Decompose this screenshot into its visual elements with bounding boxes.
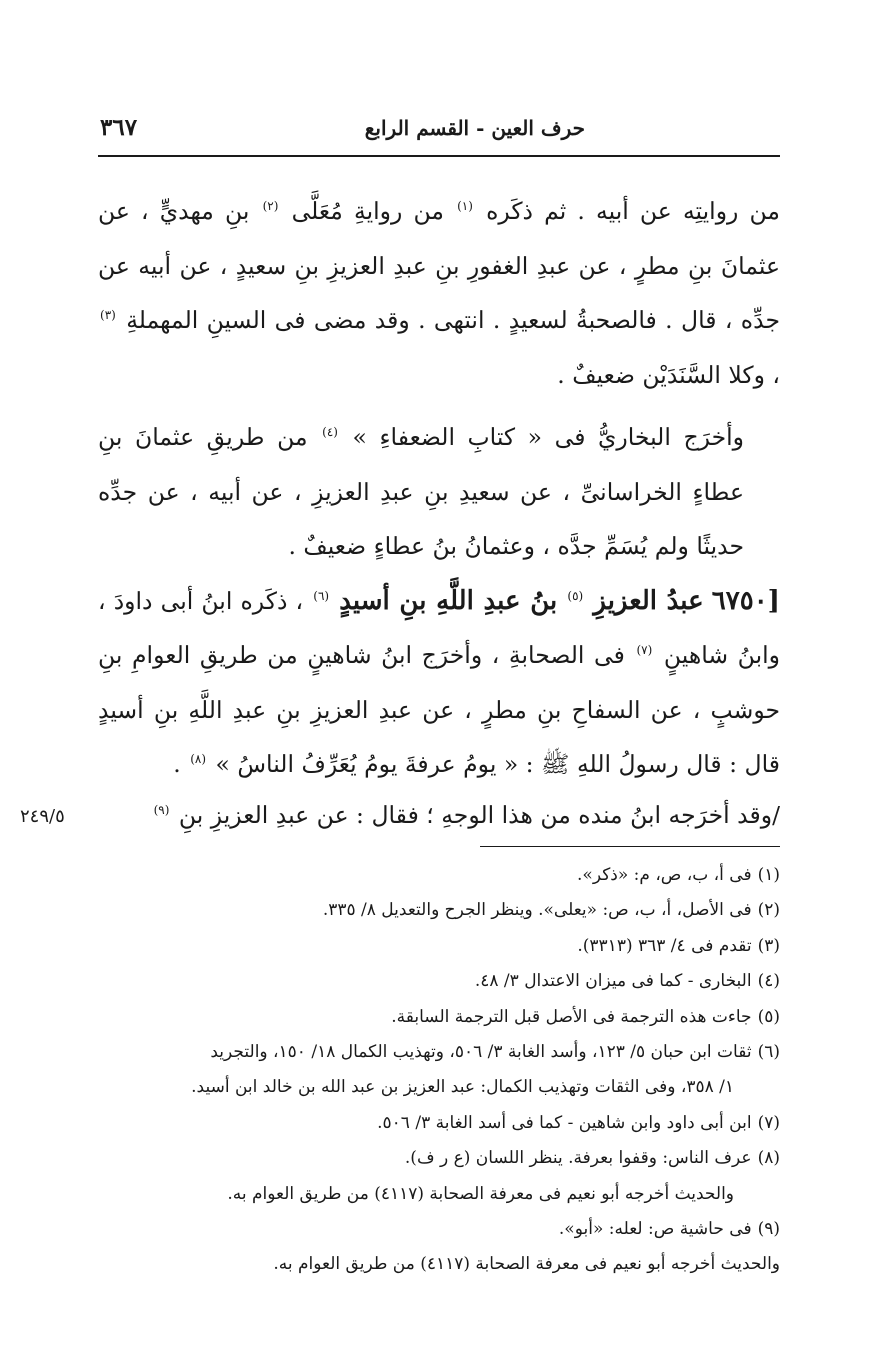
footnote-ref: (٨) xyxy=(190,752,207,767)
footnote xyxy=(98,964,780,999)
text-run: ، وكلا السَّنَدَيْن xyxy=(642,360,780,389)
footnote-number: (٤) xyxy=(757,971,780,992)
footnote-ref: (٢) xyxy=(262,199,279,214)
footnote-ref: (٧) xyxy=(636,643,653,658)
footnote-ref: (٥) xyxy=(567,588,584,603)
footnote-number: (١) xyxy=(757,865,780,885)
footnote xyxy=(98,893,780,928)
header-rule xyxy=(98,155,780,157)
footnote-number: (٧) xyxy=(757,1112,780,1133)
text-run: عن السفاحِ بنِ مطرٍ ، عن عبدِ العزيزِ بنِ عبدِ اللَّهِ بنِ أسيدٍ قال : قال رسولُ اللهِ xyxy=(98,695,780,778)
text-run: ضعيفٌ . xyxy=(557,360,635,389)
footnote-continuation xyxy=(98,1177,780,1212)
footnote-text: البخارى - كما فى ميزان الاعتدال ٣/ ٤٨. xyxy=(474,971,752,992)
entry-6750 xyxy=(98,574,780,792)
footnote-text: فى الأصل، أ، ب، ص: «يعلى». وينظر الجرح والتعديل ٨/ ٣٣٥. xyxy=(322,900,752,921)
text-run: ، ذكَره ابنُ أبى داودَ ، xyxy=(98,586,304,615)
text-run: من روايةِ مُعَلَّى xyxy=(291,197,444,225)
footnote-text: ١/ ٣٥٨، وفى الثقات وتهذيب الكمال: عبد العزيز بن عبد الله بن خالد ابن أسيد. xyxy=(191,1077,734,1098)
text-run: . xyxy=(173,750,181,778)
text-run: فى الصحابةِ ، وأخرَج ابنُ شاهينٍ من طريقِ العوامِ بنِ حوشبٍ ، xyxy=(98,641,780,724)
text-run: ﷺ : « يومُ عرفةَ يومُ يُعَرِّفُ الناسُ » xyxy=(215,750,570,778)
footnote-ref: (٣) xyxy=(100,308,116,323)
footnote-number: (٢) xyxy=(757,900,780,921)
entry-name: عبدُ العزيزِ xyxy=(593,585,704,616)
entry-number: [٦٧٥٠ xyxy=(711,585,780,616)
paragraph-1 xyxy=(98,184,780,402)
footnote-text: والحديث أخرجه أبو نعيم فى معرفة الصحابة (٤١١٧) من طريق العوام به. xyxy=(273,1254,780,1275)
last-line-text xyxy=(152,790,780,840)
footnote-ref: (٦) xyxy=(313,588,330,603)
page-header xyxy=(98,112,780,156)
margin-reference: ٢٤٩/٥ xyxy=(20,806,65,827)
footnote xyxy=(98,1141,780,1176)
text-run: مطرٍ ، عن عبدِ الغفورِ بنِ عبدِ العزيزِ بنِ سعيدٍ ، عن أبيه عن جدِّه ، قال . xyxy=(98,251,780,334)
footnote xyxy=(98,1000,780,1035)
footnote xyxy=(98,1212,780,1247)
footnote-number: (٥) xyxy=(757,1006,780,1027)
footnote-text: تقدم فى ٤/ ٣٦٣ (٣٣١٣). xyxy=(577,935,752,956)
footnote xyxy=(98,1035,780,1070)
footnote-continuation xyxy=(98,1247,780,1282)
text-run: وأخرَج البخاريُّ فى « كتابِ الضعفاءِ » xyxy=(352,423,744,451)
footnote-continuation xyxy=(98,1070,780,1105)
page-number: ٣٦٧ xyxy=(100,114,138,141)
text-run: جدَّه ، وعثمانُ بنُ عطاءٍ ضعيفٌ . xyxy=(288,532,597,560)
text-run: /وقد أخرَجه ابنُ منده من هذا الوجهِ ؛ فقال : عن عبدِ العزيزِ بنِ xyxy=(178,801,780,829)
footnote-text: فى أ، ب، ص، م: «ذكر». xyxy=(577,865,752,885)
footnote-text: ابن أبى داود وابن شاهين - كما فى أسد الغابة ٣/ ٥٠٦. xyxy=(377,1112,752,1133)
footnote-text: عرف الناس: وقفوا بعرفة. ينظر اللسان (ع ر ف). xyxy=(404,1148,752,1169)
text-run: فالصحبةُ لسعيدٍ . انتهى . وقد مضى فى السينِ المهملةِ xyxy=(126,306,657,334)
footnote xyxy=(98,858,780,893)
footnote-number: (٦) xyxy=(757,1042,780,1063)
paragraph-2 xyxy=(98,410,780,574)
footnotes xyxy=(98,858,780,1283)
footnote xyxy=(98,1106,780,1141)
text-run: وابنُ شاهينٍ xyxy=(663,641,780,669)
text-run: الخراسانىِّ ، عن سعيدِ بنِ عبدِ العزيزِ ، عن أبيه ، عن جدِّه حديثًا ولم يُسَمِّ xyxy=(98,477,744,560)
footnote-ref: (٩) xyxy=(153,803,170,818)
footnote-ref: (٤) xyxy=(322,425,338,440)
text-run: من طريقِ عثمانَ بنِ عطاءٍ xyxy=(98,423,744,506)
footnote xyxy=(98,929,780,964)
footnote-number: (٨) xyxy=(757,1148,780,1169)
footnote-text: ثقات ابن حبان ٥/ ١٢٣، وأسد الغابة ٣/ ٥٠٦، وتهذيب الكمال ١٨/ ١٥٠، والتجريد xyxy=(210,1042,752,1063)
text-run: بنِ مهديٍّ ، عن عثمانَ بنِ xyxy=(98,197,780,280)
entry-name-cont: بنُ عبدِ اللَّهِ بنِ أسيدٍ xyxy=(339,585,558,616)
footnote-rule xyxy=(480,846,780,847)
footnote-text: جاءت هذه الترجمة فى الأصل قبل الترجمة السابقة. xyxy=(391,1006,752,1027)
text-run: من روايتِه عن أبيه . ثم ذكَره xyxy=(486,197,780,225)
running-title: حرف العين - القسم الرابع xyxy=(364,116,585,140)
footnote-text: فى حاشية ص: لعله: «أبو». xyxy=(558,1219,752,1240)
main-text xyxy=(98,184,780,792)
footnote-ref: (١) xyxy=(457,199,473,214)
footnote-number: (٩) xyxy=(757,1219,780,1240)
footnote-number: (٣) xyxy=(757,935,780,956)
last-body-line xyxy=(20,790,780,840)
footnote-text: والحديث أخرجه أبو نعيم فى معرفة الصحابة (٤١١٧) من طريق العوام به. xyxy=(227,1183,734,1204)
